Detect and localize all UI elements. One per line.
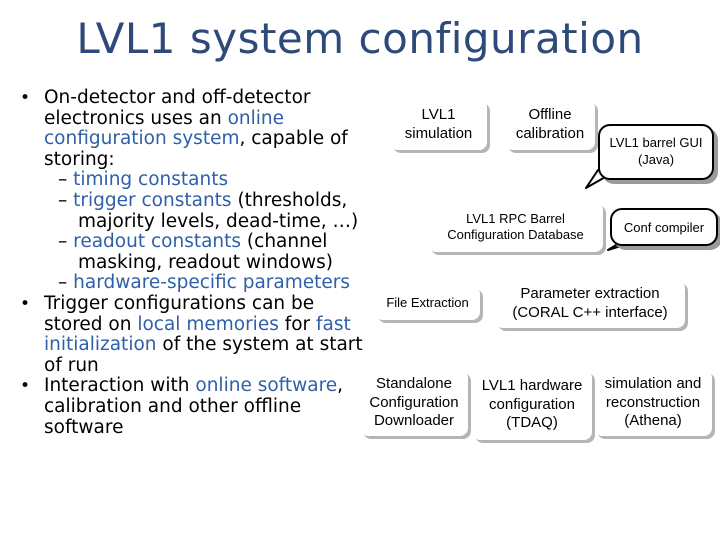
node-label: simulation and reconstruction (Athena) bbox=[604, 374, 702, 430]
node-label: Offline calibration bbox=[515, 106, 585, 142]
sub-bullet-readout: – readout constants (channel masking, readout windows) bbox=[58, 231, 333, 273]
bullet-text: Interaction with bbox=[44, 375, 196, 397]
node-athena bbox=[594, 370, 712, 436]
page-title: LVL1 system configuration bbox=[76, 14, 644, 63]
sub-bullet-text: (channel masking, readout windows) bbox=[78, 231, 333, 273]
highlight-hardware: hardware-specific parameters bbox=[73, 272, 351, 294]
node-barrel-gui bbox=[598, 124, 714, 180]
node-label: LVL1 barrel GUI (Java) bbox=[609, 135, 703, 167]
sub-bullet-text: (thresholds, majority levels, dead-time, …) bbox=[78, 189, 359, 232]
sub-bullet-trigger: – trigger constants (thresholds, majority levels, dead-time, …) bbox=[58, 189, 359, 232]
node-label: Standalone Configuration Downloader bbox=[369, 374, 459, 430]
sub-bullet-hardware: – hardware-specific parameters bbox=[58, 272, 351, 294]
bullet-text: , capable of storing: bbox=[44, 128, 348, 170]
highlight-online-config: online configuration system bbox=[44, 107, 285, 150]
highlight-online-software: online software bbox=[195, 375, 338, 397]
node-hardware-configuration bbox=[472, 370, 592, 440]
node-offline-calibration bbox=[505, 100, 595, 150]
bullet-text: for bbox=[278, 313, 317, 335]
node-label: Parameter extraction (CORAL C++ interface) bbox=[512, 285, 668, 321]
node-parameter-extraction bbox=[495, 280, 685, 328]
node-conf-compiler bbox=[610, 208, 718, 246]
node-rpc-database bbox=[428, 202, 603, 252]
node-label: Conf compiler bbox=[623, 219, 705, 235]
node-label: LVL1 hardware configuration (TDAQ) bbox=[481, 376, 583, 432]
node-label: LVL1 RPC Barrel Configuration Database bbox=[447, 210, 584, 242]
sub-bullet-timing: – timing constants bbox=[58, 169, 229, 191]
highlight-local-memories: local memories bbox=[137, 313, 279, 335]
node-label: File Extraction bbox=[386, 294, 469, 310]
bullet-text: On-detector and off-detector electronics uses an bbox=[44, 87, 311, 129]
node-standalone-downloader bbox=[360, 370, 468, 436]
bullet-text: , calibration and other offline software bbox=[44, 375, 344, 438]
highlight-trigger: trigger constants bbox=[73, 189, 232, 211]
highlight-timing: timing constants bbox=[73, 169, 229, 191]
node-label: LVL1 simulation bbox=[404, 106, 473, 142]
highlight-fast-init: fast initialization bbox=[44, 313, 351, 356]
bullet-text: of the system at start of run bbox=[44, 334, 363, 376]
node-lvl1-simulation bbox=[390, 100, 487, 150]
highlight-readout: readout constants bbox=[73, 231, 242, 253]
node-file-extraction bbox=[375, 286, 480, 320]
bullet-text: Trigger configurations can be stored on bbox=[44, 292, 315, 335]
